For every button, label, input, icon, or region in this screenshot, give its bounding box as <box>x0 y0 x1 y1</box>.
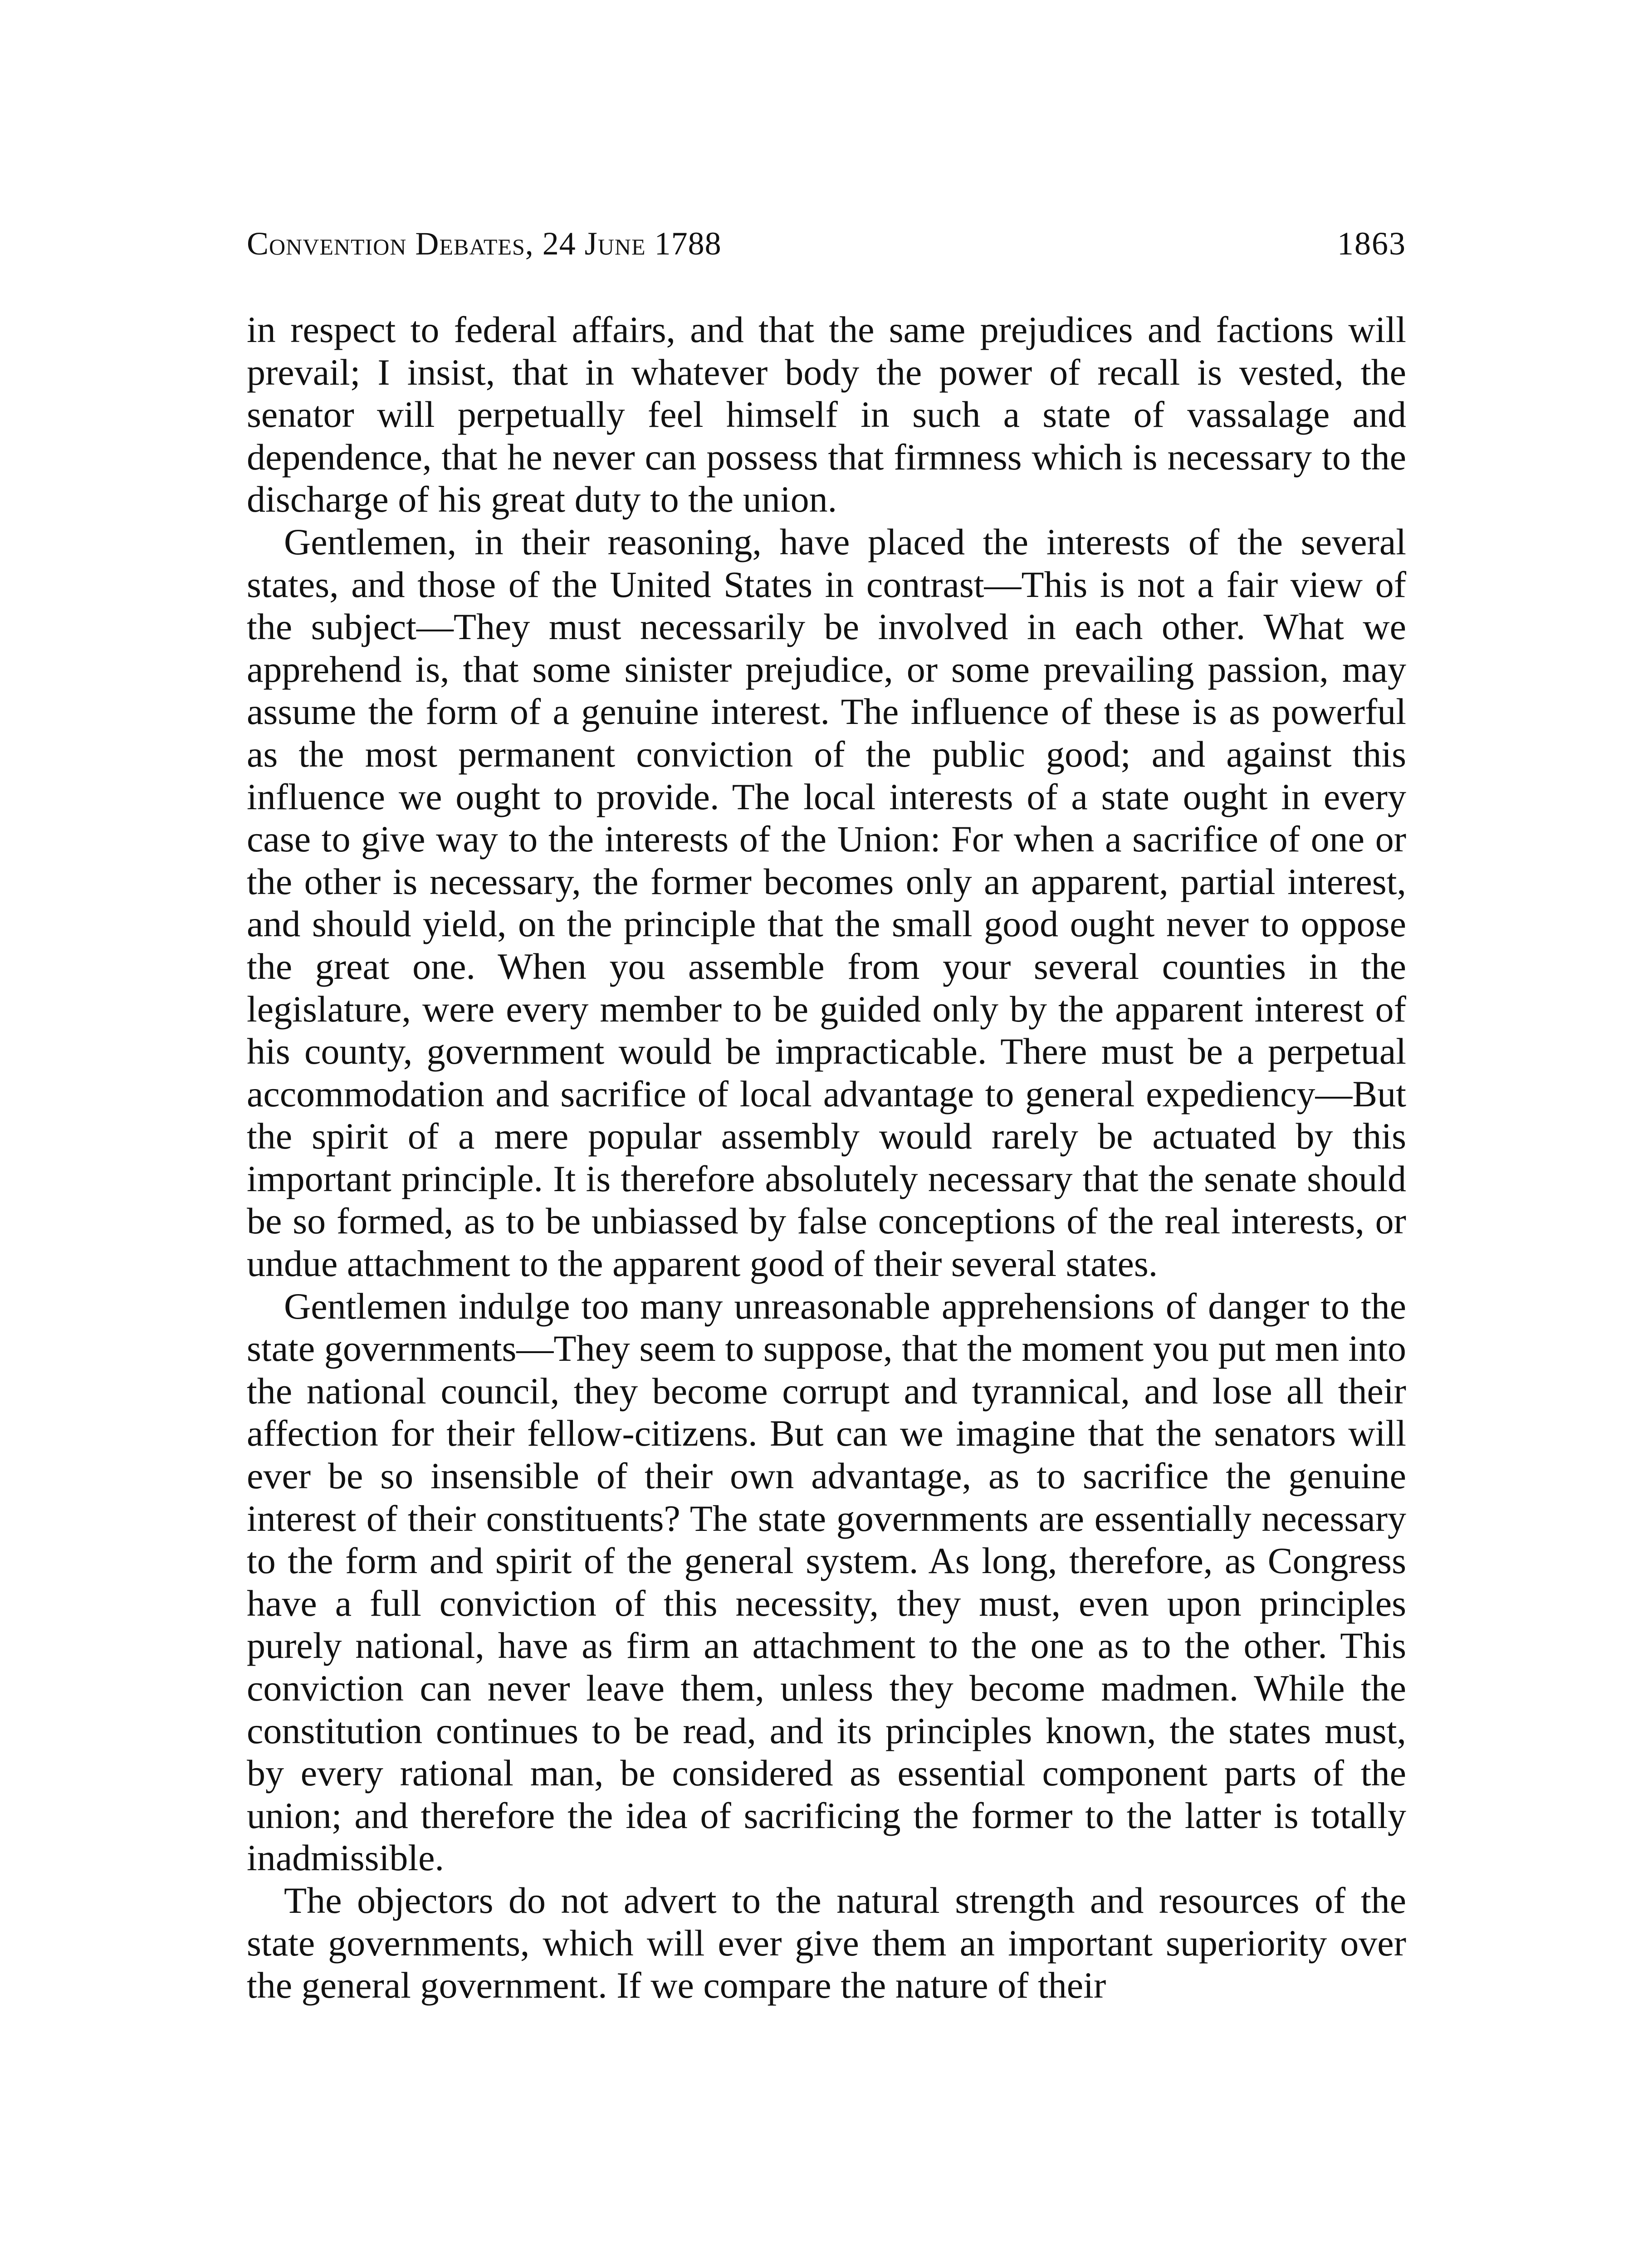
paragraph-interests: Gentlemen, in their reasoning, have placed the interests of the several states, and those of the United States in contrast—This is not a fair view of the subject—They must necessarily be involved in each other. What we apprehend is, that some sinister prejudice, or some prevailing passion, may assume the form of a genuine interest. The influence of these is as powerful as the most permanent conviction of the public good; and against this influence we ought to provide. The local interests of a state ought in every case to give way to the interests of the Union: For when a sacrifice of one or the other is necessary, the former becomes only an apparent, partial interest, and should yield, on the principle that the small good ought never to oppose the great one. When you assemble from your several counties in the legislature, were every member to be guided only by the apparent interest of his county, government would be impracticable. There must be a perpetual accommodation and sacrifice of local advantage to general expediency—But the spirit of a mere popular assembly would rarely be actuated by this important principle. It is therefore absolutely necessary that the senate should be so formed, as to be unbiassed by false conceptions of the real interests, or undue attachment to the apparent good of their several states. <box>247 521 1406 1285</box>
paragraph-state-governments: Gentlemen indulge too many unreasonable apprehensions of danger to the state governments—They seem to suppose, that the moment you put men into the national council, they become corrupt and tyrannical, and lose all their affection for their fellow-citizens. But can we imagine that the senators will ever be so insensible of their own advantage, as to sacrifice the genuine interest of their constituents? The state governments are essentially necessary to the form and spirit of the general system. As long, therefore, as Congress have a full conviction of this necessity, they must, even upon principles purely national, have as firm an attachment to the one as to the other. This conviction can never leave them, unless they become madmen. While the constitution continues to be read, and its principles known, the states must, by every rational man, be considered as essential component parts of the union; and therefore the idea of sacrificing the former to the latter is totally inadmissible. <box>247 1285 1406 1879</box>
paragraph-objectors: The objectors do not advert to the natural strength and resources of the state governments, which will ever give them an important superiority over the general government. If we compare the nature of their <box>247 1879 1406 2006</box>
page-number: 1863 <box>1337 225 1406 262</box>
running-head-title: Convention Debates, 24 June 1788 <box>247 225 722 262</box>
body-text <box>247 308 1406 2007</box>
paragraph-continued: in respect to federal affairs, and that the same prejudices and factions will prevail; I insist, that in whatever body the power of recall is vested, the senator will perpetually feel himself in such a state of vassalage and dependence, that he never can possess that firmness which is necessary to the discharge of his great duty to the union. <box>247 309 1406 520</box>
running-head <box>247 219 1406 269</box>
